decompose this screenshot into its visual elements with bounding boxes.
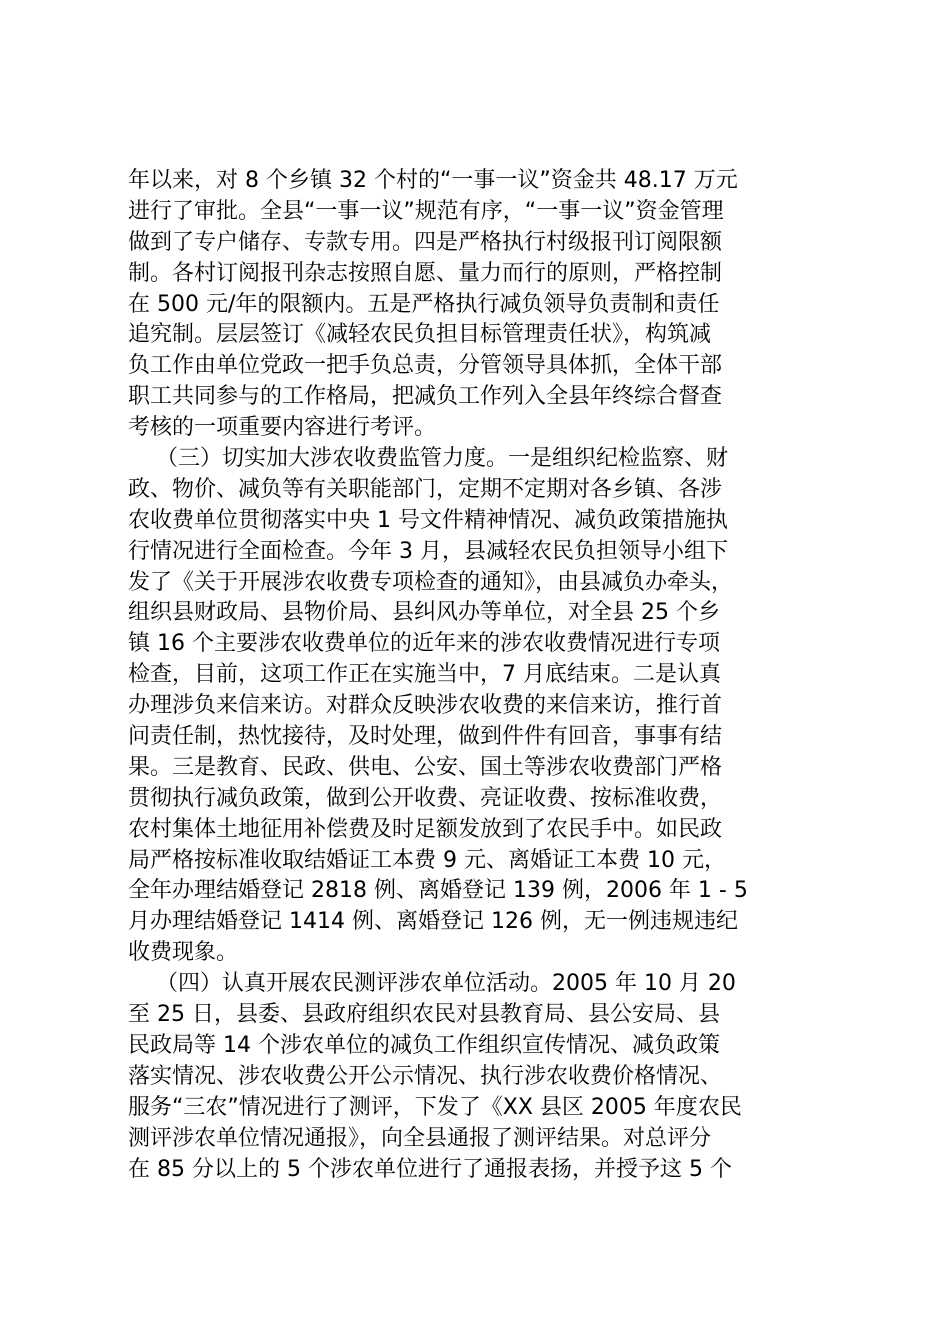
text-line: 在 85 分以上的 5 个涉农单位进行了通报表扬，并授予这 5 个: [128, 1156, 732, 1182]
text-line: 检查，目前，这项工作正在实施当中，7 月底结束。二是认真: [128, 662, 721, 688]
text-line: 行情况进行全面检查。今年 3 月，县减轻农民负担领导小组下: [128, 538, 728, 564]
text-line: 收费现象。: [128, 940, 239, 966]
text-line: 政、物价、减负等有关职能部门，定期不定期对各乡镇、各涉: [128, 476, 723, 502]
text-line: 年以来，对 8 个乡镇 32 个村的“一事一议”资金共 48.17 万元: [128, 168, 738, 193]
text-line: 至 25 日，县委、县政府组织农民对县教育局、县公安局、县: [128, 1002, 720, 1028]
text-line: 农村集体土地征用补偿费及时足额发放到了农民手中。如民政: [128, 816, 723, 842]
text-line: 制。各村订阅报刊杂志按照自愿、量力而行的原则，严格控制: [128, 260, 723, 286]
text-line: 负工作由单位党政一把手负总责，分管领导具体抓，全体干部: [128, 353, 723, 379]
text-line: 测评涉农单位情况通报》，向全县通报了测评结果。对总评分: [128, 1125, 712, 1151]
text-line: 进行了审批。全县“一事一议”规范有序，“一事一议”资金管理: [128, 198, 724, 224]
text-line: 组织县财政局、县物价局、县纠风办等单位，对全县 25 个乡: [128, 600, 720, 626]
text-line: 果。三是教育、民政、供电、公安、国土等涉农收费部门严格: [128, 754, 723, 780]
section-heading-line: （三）切实加大涉农收费监管力度。一是组织纪检监察、财: [128, 446, 728, 472]
text-line: 全年办理结婚登记 2818 例、离婚登记 139 例，2006 年 1 - 5: [128, 878, 748, 904]
text-line: 办理涉负来信来访。对群众反映涉农收费的来信来访，推行首: [128, 693, 723, 719]
text-line: 局严格按标准收取结婚证工本费 9 元、离婚证工本费 10 元，: [128, 847, 726, 873]
text-line: 镇 16 个主要涉农收费单位的近年来的涉农收费情况进行专项: [128, 631, 720, 657]
text-line: 落实情况、涉农收费公开公示情况、执行涉农收费价格情况、: [128, 1063, 723, 1089]
text-line: 考核的一项重要内容进行考评。: [128, 415, 437, 441]
text-line: 追究制。层层签订《减轻农民负担目标管理责任状》，构筑减: [128, 322, 712, 348]
text-line: 问责任制，热忱接待，及时处理，做到件件有回音，事事有结: [128, 724, 723, 750]
text-line: 月办理结婚登记 1414 例、离婚登记 126 例，无一例违规违纪: [128, 909, 738, 935]
text-line: 贯彻执行减负政策，做到公开收费、亮证收费、按标准收费，: [128, 785, 723, 811]
text-line: 职工共同参与的工作格局，把减负工作列入全县年终综合督查: [128, 384, 723, 410]
text-line: 发了《关于开展涉农收费专项检查的通知》，由县减负办牵头，: [128, 569, 734, 595]
text-line: 农收费单位贯彻落实中央 1 号文件精神情况、减负政策措施执: [128, 507, 728, 533]
text-line: 民政局等 14 个涉农单位的减负工作组织宣传情况、减负政策: [128, 1032, 720, 1058]
body-text: [128, 166, 848, 1185]
text-line: 在 500 元/年的限额内。五是严格执行减负领导负责制和责任: [128, 291, 720, 317]
section-heading-line: （四）认真开展农民测评涉农单位活动。2005 年 10 月 20: [128, 971, 736, 997]
text-line: 服务“三农”情况进行了测评，下发了《XX 县区 2005 年度农民: [128, 1094, 742, 1120]
text-line: 做到了专户储存、专款专用。四是严格执行村级报刊订阅限额: [128, 229, 723, 255]
